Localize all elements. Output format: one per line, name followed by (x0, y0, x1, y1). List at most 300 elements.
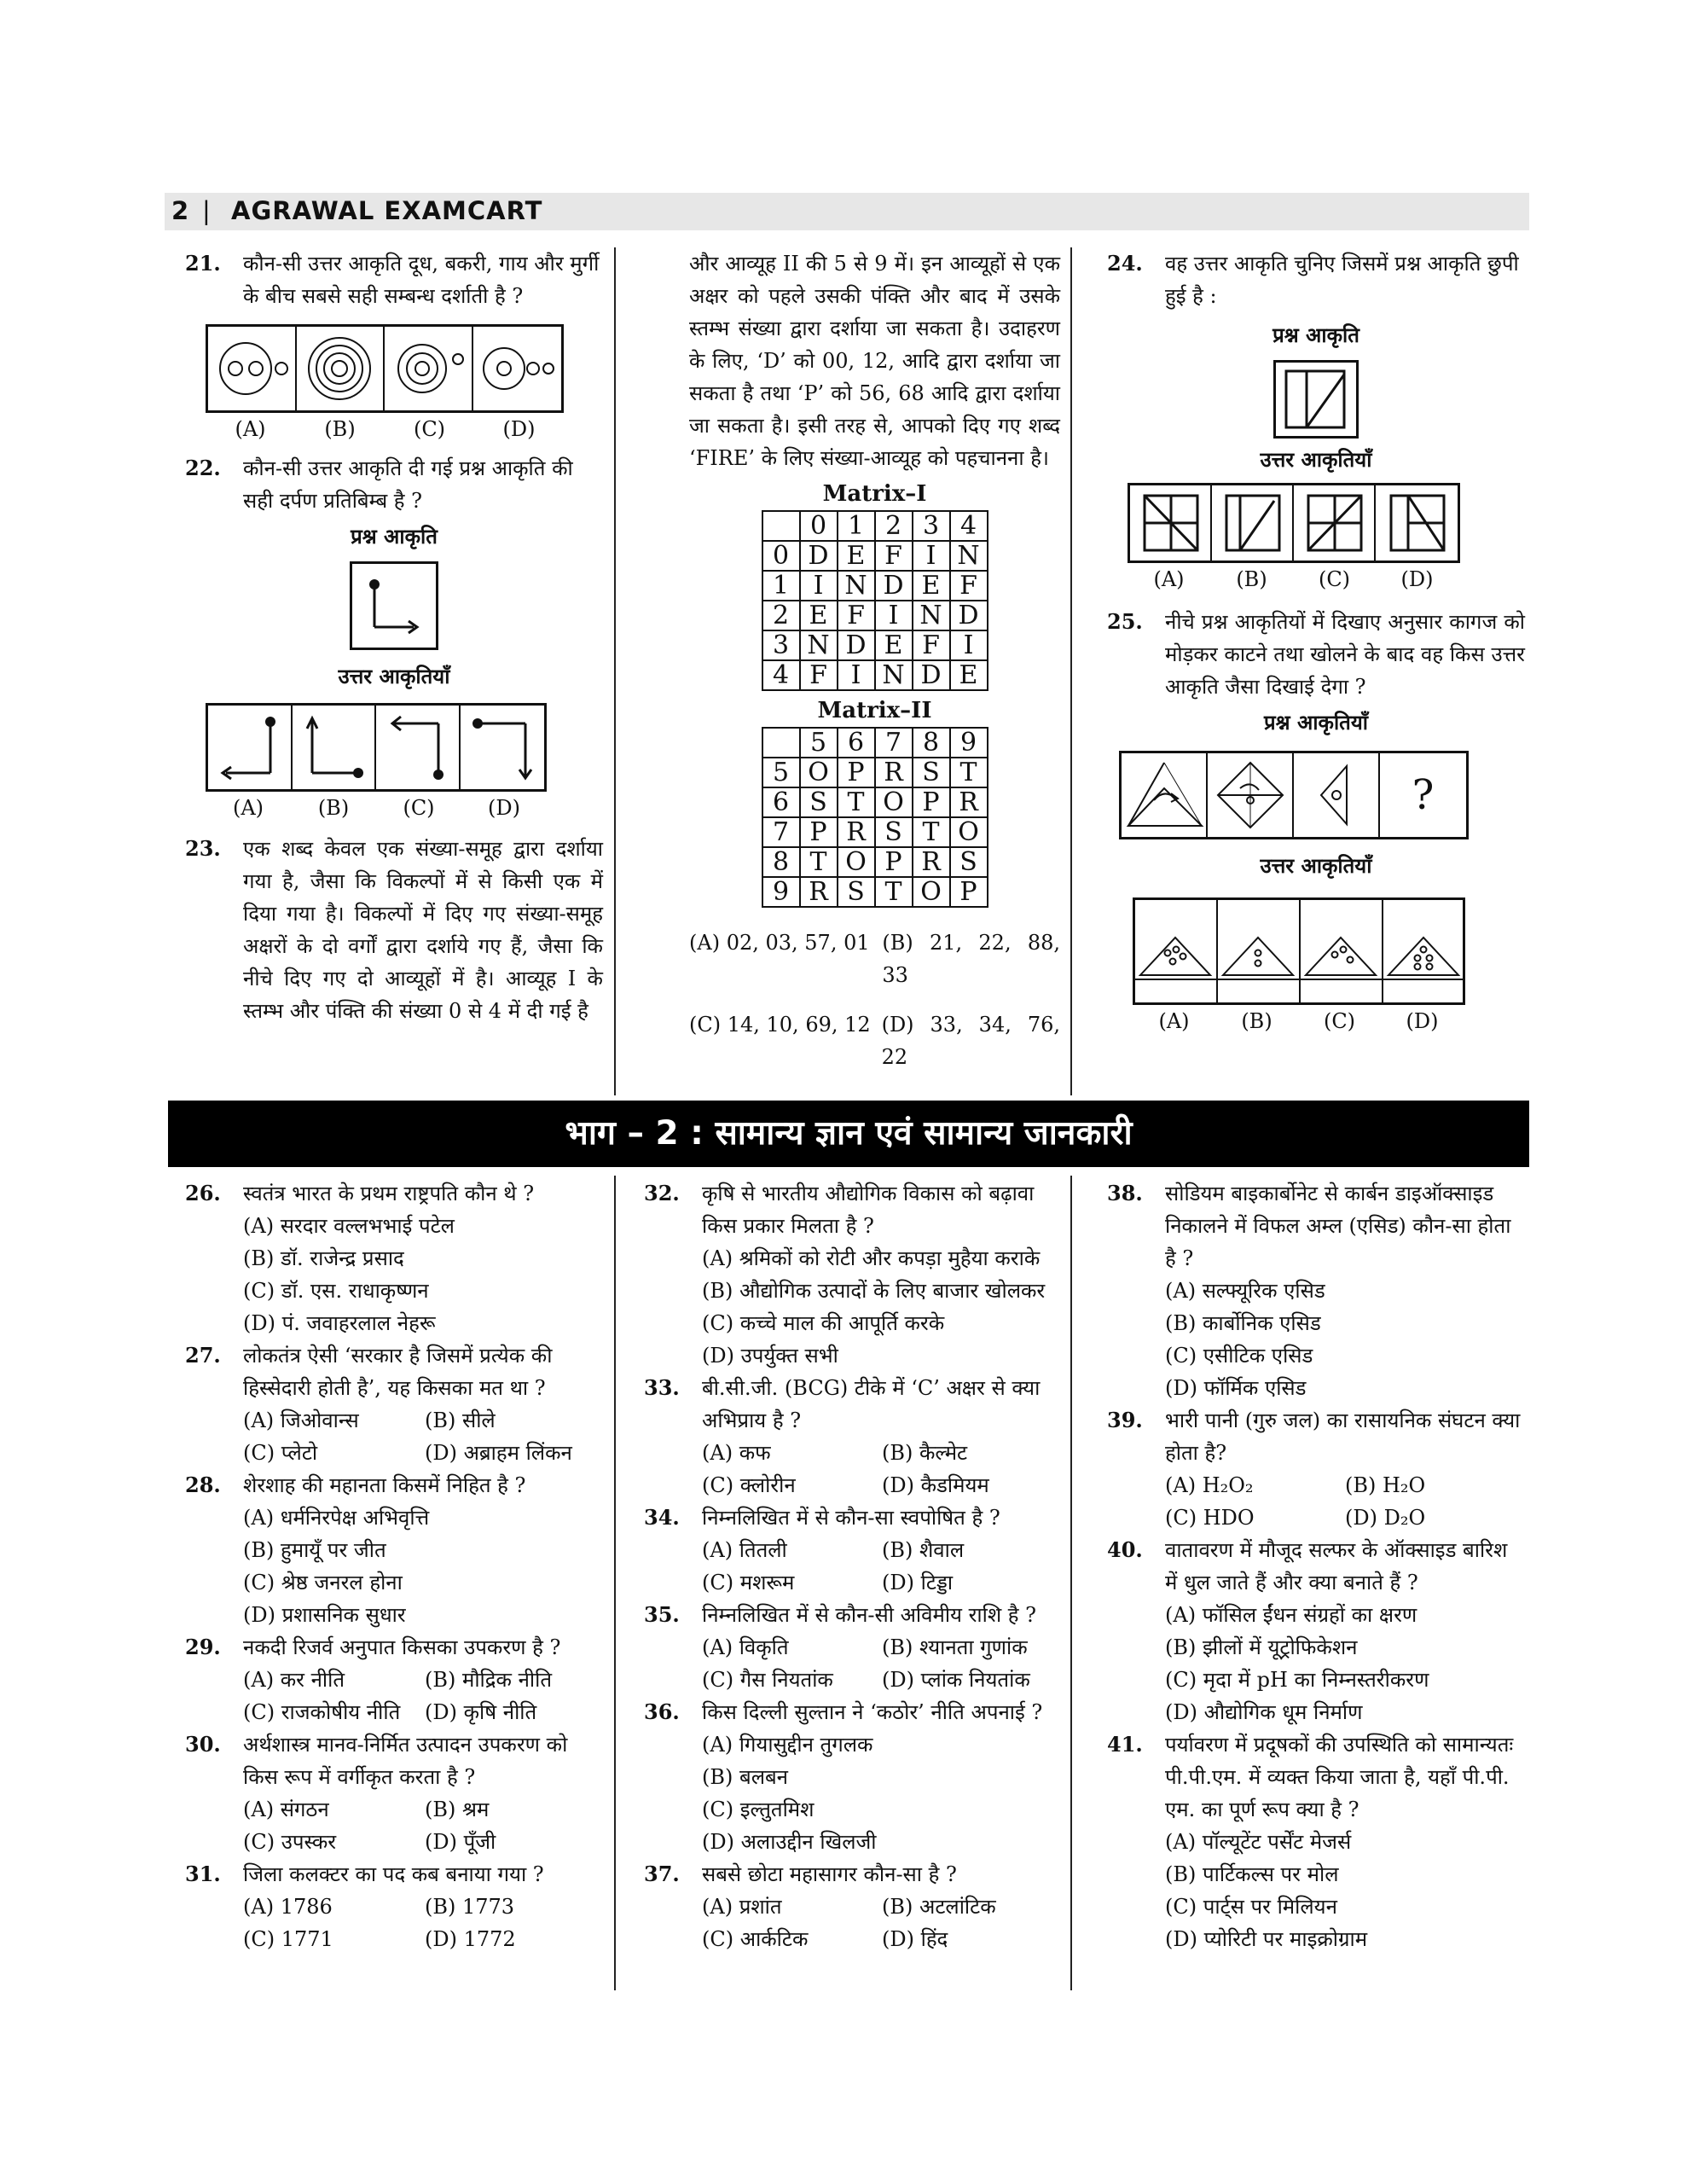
question-22 (185, 452, 603, 517)
question-text: बी.सी.जी. (BCG) टीके में ‘C’ अक्षर से क्या अभिप्राय है ? (702, 1376, 1041, 1432)
option: (D) पूँजी (425, 1830, 496, 1854)
matrix-cell: 2 (875, 511, 913, 541)
option: (C) क्लोरीन (702, 1473, 796, 1497)
question-31 (185, 1858, 606, 1891)
matrix-cell: D (950, 601, 988, 630)
matrix-1-title: Matrix–I (822, 481, 927, 507)
option-d: (D) 33, 34, 76, 22 (881, 1013, 1060, 1069)
matrix-cell: D (838, 630, 875, 660)
matrix-row (762, 758, 988, 787)
question-number: 28. (185, 1472, 221, 1497)
option-row (185, 1437, 606, 1469)
matrix-cell: T (950, 758, 988, 787)
matrix-cell: S (800, 787, 838, 817)
option: (D) D₂O (1345, 1506, 1426, 1530)
question-number: 36. (644, 1699, 680, 1724)
matrix-cell: E (950, 660, 988, 690)
matrix-cell: D (913, 660, 950, 690)
option: (C) पार्ट्स पर मिलियन (1165, 1895, 1337, 1919)
option: (C) उपस्कर (243, 1830, 337, 1854)
matrix-cell: I (913, 541, 950, 571)
option-row (1107, 1469, 1525, 1502)
matrix-cell: D (875, 571, 913, 601)
option: (B) श्यानता गुणांक (882, 1635, 1028, 1659)
part2-column-1 (185, 1177, 606, 1955)
matrix-cell: R (913, 847, 950, 877)
option-row (185, 1891, 606, 1923)
label-c: (C) (1318, 567, 1351, 591)
option-row (185, 1404, 606, 1437)
question-40 (1107, 1534, 1525, 1599)
option: (D) कृषि नीति (425, 1700, 537, 1724)
column-rule (1070, 1176, 1072, 1990)
option: (A) विकृति (702, 1635, 789, 1659)
question-26 (185, 1177, 606, 1210)
answer-figures-caption: उत्तर आकृतियाँ (1260, 853, 1372, 878)
matrix-cell: N (838, 571, 875, 601)
option: (C) मशरूम (702, 1571, 795, 1594)
label-b: (B) (1241, 1009, 1272, 1033)
question-text: सबसे छोटा महासागर कौन-सा है ? (702, 1862, 957, 1886)
question-number: 33. (644, 1375, 680, 1400)
label-d: (D) (502, 417, 536, 441)
page-header (165, 193, 1529, 230)
question-number: 37. (644, 1862, 680, 1886)
answer-figures-caption: उत्तर आकृतियाँ (338, 664, 450, 688)
question-text: सोडियम बाइकार्बोनेट से कार्बन डाइऑक्साइड निकालने में विफल अम्ल (एसिड) कौन-सा होता है ? (1165, 1182, 1511, 1270)
option: (A) धर्मनिरपेक्ष अभिवृत्ति (243, 1506, 430, 1530)
question-text: नकदी रिजर्व अनुपात किसका उपकरण है ? (243, 1635, 561, 1659)
figure-b (1218, 900, 1301, 1002)
figure-a (1135, 900, 1218, 1002)
question-number: 23. (185, 836, 221, 861)
option: (A) 1786 (243, 1895, 333, 1919)
matrix-cell: P (875, 847, 913, 877)
matrix-cell: O (875, 787, 913, 817)
question-25 (1107, 606, 1525, 703)
column-rule (614, 247, 616, 1095)
option: (D) अब्राहम लिंकन (425, 1441, 572, 1465)
question-text: भारी पानी (गुरु जल) का रासायनिक संघटन क्या होता है? (1165, 1409, 1521, 1465)
question-37 (644, 1858, 1062, 1891)
matrix-cell: 8 (762, 847, 800, 877)
question-text: निम्नलिखित में से कौन-सा स्वपोषित है ? (702, 1506, 1000, 1530)
matrix-cell: O (913, 877, 950, 907)
q23-options-row-2 (689, 1008, 1060, 1073)
option: (B) सीले (425, 1409, 496, 1432)
matrix-cell: 1 (838, 511, 875, 541)
q25-labels (1133, 1005, 1465, 1037)
matrix-cell: E (838, 541, 875, 571)
matrix-cell: S (875, 817, 913, 847)
q24-answer-figures (1128, 483, 1460, 563)
matrix-cell (762, 728, 800, 758)
figure-c (376, 706, 461, 789)
matrix-row (762, 571, 988, 601)
q22-labels (206, 792, 547, 824)
matrix-cell: S (838, 877, 875, 907)
part1-column-2 (689, 247, 1060, 1073)
q22-question-figure (350, 561, 438, 650)
column-rule (1070, 247, 1072, 1095)
question-text: शेरशाह की महानता किसमें निहित है ? (243, 1473, 526, 1497)
option: (B) पार्टिकल्स पर मोल (1165, 1862, 1339, 1886)
question-text: कौन-सी उत्तर आकृति दी गई प्रश्न आकृति की सही दर्पण प्रतिबिम्ब है ? (243, 456, 573, 513)
figure-a (208, 327, 297, 410)
question-number: 41. (1107, 1732, 1143, 1757)
question-21 (185, 247, 603, 312)
matrix-cell: F (800, 660, 838, 690)
matrix-cell: 7 (875, 728, 913, 758)
option-row (185, 1793, 606, 1826)
matrix-cell: I (800, 571, 838, 601)
option: (D) फॉर्मिक एसिड (1165, 1376, 1307, 1400)
option-row (644, 1469, 1062, 1502)
matrix-cell: R (950, 787, 988, 817)
matrix-cell: I (875, 601, 913, 630)
question-33 (644, 1372, 1062, 1437)
label-a: (A) (232, 796, 264, 820)
matrix-cell: 5 (800, 728, 838, 758)
question-number: 31. (185, 1862, 221, 1886)
option: (D) हिंद (882, 1927, 948, 1951)
figure-b (297, 327, 386, 410)
matrix-cell: P (838, 758, 875, 787)
label-a: (A) (1153, 567, 1185, 591)
matrix-cell: 7 (762, 817, 800, 847)
option-row (185, 1923, 606, 1955)
matrix-cell (762, 511, 800, 541)
figure-c (1294, 485, 1376, 561)
option: (A) संगठन (243, 1798, 329, 1821)
option: (C) श्रेष्ठ जनरल होना (243, 1571, 403, 1594)
figure-a (208, 706, 293, 789)
option: (B) झीलों में यूट्रोफिकेशन (1165, 1635, 1358, 1659)
header-separator: | (202, 196, 212, 225)
option-row (644, 1566, 1062, 1599)
matrix-cell: P (800, 817, 838, 847)
option: (C) कच्चे माल की आपूर्ति करके (702, 1311, 945, 1335)
figure-c (385, 327, 473, 410)
matrix-cell: I (838, 660, 875, 690)
question-34 (644, 1502, 1062, 1534)
question-23 (185, 833, 603, 1027)
question-30 (185, 1728, 606, 1793)
option: (B) औद्योगिक उत्पादों के लिए बाजार खोलकर (702, 1279, 1046, 1303)
option-row (1107, 1502, 1525, 1534)
q25-question-figures (1119, 751, 1469, 839)
fold-step-1 (1122, 753, 1208, 837)
question-number: 25. (1107, 609, 1143, 634)
option: (C) प्लेटो (243, 1441, 318, 1465)
figure-a (1130, 485, 1212, 561)
question-text: कृषि से भारतीय औद्योगिक विकास को बढ़ावा किस प्रकार मिलता है ? (702, 1182, 1035, 1238)
option: (C) गैस नियतांक (702, 1668, 833, 1692)
brand-name: AGRAWAL EXAMCART (231, 196, 543, 225)
option: (D) प्योरिटी पर माइक्रोग्राम (1165, 1927, 1368, 1951)
matrix-1-table (762, 510, 988, 691)
matrix-cell: 6 (838, 728, 875, 758)
question-number: 22. (185, 456, 221, 480)
option-row (644, 1923, 1062, 1955)
question-text: वातावरण में मौजूद सल्फर के ऑक्साइड बारिश में धुल जाते हैं और क्या बनाते हैं ? (1165, 1538, 1508, 1594)
matrix-row (762, 511, 988, 541)
question-29 (185, 1631, 606, 1664)
figure-d (1376, 485, 1458, 561)
option: (C) इल्तुतमिश (702, 1798, 815, 1821)
question-number: 29. (185, 1635, 221, 1659)
matrix-cell: T (913, 817, 950, 847)
matrix-cell: F (875, 541, 913, 571)
part2-column-3 (1107, 1177, 1525, 1955)
question-number: 40. (1107, 1537, 1143, 1562)
part1-column-3 (1107, 247, 1525, 1037)
figure-d (473, 327, 561, 410)
question-35 (644, 1599, 1062, 1631)
option: (B) डॉ. राजेन्द्र प्रसाद (243, 1246, 404, 1270)
matrix-row (762, 787, 988, 817)
label-d: (D) (488, 796, 520, 820)
figure-b (293, 706, 377, 789)
matrix-cell: N (913, 601, 950, 630)
matrix-cell: S (913, 758, 950, 787)
option: (D) औद्योगिक धूम निर्माण (1165, 1700, 1363, 1724)
question-number: 30. (185, 1732, 221, 1757)
matrix-cell: F (913, 630, 950, 660)
matrix-cell: F (950, 571, 988, 601)
option: (B) हुमायूँ पर जीत (243, 1538, 386, 1562)
matrix-cell: 5 (762, 758, 800, 787)
matrix-cell: 9 (762, 877, 800, 907)
question-number: 21. (185, 251, 221, 276)
question-text: नीचे प्रश्न आकृतियों में दिखाए अनुसार कागज को मोड़कर काटने तथा खोलने के बाद वह किस उत्तर आकृति जैसा दिखाई देगा ? (1165, 610, 1525, 699)
question-38 (1107, 1177, 1525, 1275)
matrix-cell: O (800, 758, 838, 787)
option: (A) H₂O₂ (1165, 1473, 1254, 1497)
matrix-cell: I (950, 630, 988, 660)
label-c: (C) (403, 796, 435, 820)
question-number: 26. (185, 1181, 221, 1205)
question-text: अर्थशास्त्र मानव-निर्मित उत्पादन उपकरण को किस रूप में वर्गीकृत करता है ? (243, 1733, 568, 1789)
question-number: 35. (644, 1602, 680, 1627)
fold-step-3 (1294, 753, 1380, 837)
matrix-cell: 6 (762, 787, 800, 817)
question-number: 24. (1107, 251, 1143, 276)
option-row (644, 1437, 1062, 1469)
matrix-cell: F (838, 601, 875, 630)
matrix-cell: 0 (800, 511, 838, 541)
matrix-row (762, 660, 988, 690)
option: (A) कफ (702, 1441, 771, 1465)
label-b: (B) (1236, 567, 1267, 591)
matrix-cell: N (950, 541, 988, 571)
question-figures-caption: प्रश्न आकृतियाँ (1264, 710, 1368, 735)
matrix-row (762, 847, 988, 877)
matrix-cell: 3 (762, 630, 800, 660)
q24-labels (1128, 563, 1460, 595)
matrix-cell: D (800, 541, 838, 571)
matrix-cell: 2 (762, 601, 800, 630)
matrix-cell: E (875, 630, 913, 660)
question-text: कौन-सी उत्तर आकृति दूध, बकरी, गाय और मुर्गी के बीच सबसे सही सम्बन्ध दर्शाती है ? (243, 252, 600, 308)
question-text: स्वतंत्र भारत के प्रथम राष्ट्रपति कौन थे ? (243, 1182, 535, 1205)
matrix-cell: T (875, 877, 913, 907)
option: (A) सरदार वल्लभभाई पटेल (243, 1214, 455, 1238)
matrix-cell: S (950, 847, 988, 877)
question-27 (185, 1339, 606, 1404)
matrix-2-table (762, 727, 988, 908)
label-b: (B) (324, 417, 356, 441)
question-24 (1107, 247, 1525, 312)
matrix-cell: 0 (762, 541, 800, 571)
option: (B) कार्बोनिक एसिड (1165, 1311, 1321, 1335)
question-number: 27. (185, 1343, 221, 1368)
matrix-row (762, 541, 988, 571)
figure-b (1212, 485, 1294, 561)
question-text: एक शब्द केवल एक संख्या-समूह द्वारा दर्शाया गया है, जैसा कि विकल्पों में से किसी एक में दिया गया है। विकल्पों में दिए गए संख्या-समूह अक्षरों के दो वर्गों द्वारा दर्शाये गए हैं, जैसा कि नीचे दिए गए दो आव्यूहों में है। आव्यूह I के स्तम्भ और पंक्ति की संख्या 0 से 4 में दी गई है (243, 837, 603, 1023)
option: (B) मौद्रिक नीति (425, 1668, 553, 1692)
option: (C) डॉ. एस. राधाकृष्णन (243, 1279, 429, 1303)
label-d: (D) (1406, 1009, 1439, 1033)
option: (B) श्रम (425, 1798, 490, 1821)
matrix-cell: P (913, 787, 950, 817)
matrix-cell: O (950, 817, 988, 847)
matrix-cell: 4 (762, 660, 800, 690)
question-text: पर्यावरण में प्रदूषकों की उपस्थिति को सामान्यतः पी.पी.एम. में व्यक्त किया जाता है, यहाँ पी.पी. एम. का पूर्ण रूप क्या है ? (1165, 1733, 1514, 1821)
option: (D) उपर्युक्त सभी (702, 1344, 838, 1368)
matrix-row (762, 630, 988, 660)
matrix-cell: T (800, 847, 838, 877)
option-row (644, 1891, 1062, 1923)
option-b: (B) 21, 22, 88, 33 (882, 931, 1060, 987)
q22-answer-figures (206, 703, 547, 792)
question-number: 32. (644, 1181, 680, 1205)
question-text: वह उत्तर आकृति चुनिए जिसमें प्रश्न आकृति छुपी हुई है : (1165, 252, 1519, 308)
matrix-cell: P (950, 877, 988, 907)
q24-question-figure (1273, 360, 1359, 439)
option: (D) प्रशासनिक सुधार (243, 1603, 406, 1627)
matrix-cell: 1 (762, 571, 800, 601)
option: (C) मृदा में pH का निम्नस्तरीकरण (1165, 1668, 1429, 1692)
label-b: (B) (317, 796, 350, 820)
option: (B) अटलांटिक (882, 1895, 996, 1919)
option-row (644, 1534, 1062, 1566)
option: (A) प्रशांत (702, 1895, 782, 1919)
part2-column-2 (644, 1177, 1062, 1955)
matrix-cell: 4 (950, 511, 988, 541)
matrix-row (762, 877, 988, 907)
question-number: 39. (1107, 1408, 1143, 1432)
answer-figures-caption: उत्तर आकृतियाँ (1260, 447, 1372, 472)
label-a: (A) (1158, 1009, 1190, 1033)
option: (C) HDO (1165, 1506, 1255, 1530)
matrix-cell: 3 (913, 511, 950, 541)
matrix-cell: O (838, 847, 875, 877)
option-c: (C) 14, 10, 69, 12 (689, 1013, 871, 1037)
option: (D) प्लांक नियतांक (882, 1668, 1030, 1692)
option: (A) श्रमिकों को रोटी और कपड़ा मुहैया कराके (702, 1246, 1041, 1270)
section-title: भाग – 2 : सामान्य ज्ञान एवं सामान्य जानकारी (168, 1101, 1529, 1167)
option-row (185, 1664, 606, 1696)
question-41 (1107, 1728, 1525, 1826)
label-a: (A) (235, 417, 266, 441)
figure-d (461, 706, 544, 789)
option: (D) अलाउद्दीन खिलजी (702, 1830, 877, 1854)
matrix-cell: 9 (950, 728, 988, 758)
option: (D) पं. जवाहरलाल नेहरू (243, 1311, 436, 1335)
label-d: (D) (1400, 567, 1434, 591)
label-c: (C) (413, 417, 446, 441)
q25-answer-figures (1133, 897, 1465, 1005)
matrix-cell: N (800, 630, 838, 660)
figure-d (1383, 900, 1464, 1002)
option: (D) 1772 (425, 1927, 516, 1951)
option: (A) फॉसिल ईंधन संग्रहों का क्षरण (1165, 1603, 1417, 1627)
matrix-cell: E (800, 601, 838, 630)
option: (A) जिओवान्स (243, 1409, 359, 1432)
question-number: 34. (644, 1505, 680, 1530)
matrix-cell: 8 (913, 728, 950, 758)
option: (B) बलबन (702, 1765, 788, 1789)
figure-c (1301, 900, 1383, 1002)
q21-labels (206, 413, 564, 445)
question-32 (644, 1177, 1062, 1242)
matrix-cell: R (800, 877, 838, 907)
option: (B) H₂O (1345, 1473, 1426, 1497)
option: (B) कैल्मेट (882, 1441, 968, 1465)
question-figure-caption: प्रश्न आकृति (1272, 322, 1359, 347)
matrix-cell: T (838, 787, 875, 817)
option-a: (A) 02, 03, 57, 01 (689, 931, 870, 955)
option: (C) एसीटिक एसिड (1165, 1344, 1313, 1368)
matrix-cell: E (913, 571, 950, 601)
question-text: जिला कलक्टर का पद कब बनाया गया ? (243, 1862, 544, 1886)
matrix-cell: R (875, 758, 913, 787)
option-row (185, 1826, 606, 1858)
fold-step-unknown: ? (1412, 771, 1435, 819)
question-39 (1107, 1404, 1525, 1469)
q23-options-row-1 (689, 926, 1060, 991)
label-c: (C) (1323, 1009, 1356, 1033)
matrix-2-title: Matrix–II (817, 698, 932, 723)
fold-step-2 (1208, 753, 1294, 837)
matrix-cell: R (838, 817, 875, 847)
question-28 (185, 1469, 606, 1502)
page-number: 2 (171, 196, 190, 225)
option: (B) 1773 (425, 1895, 515, 1919)
option: (A) सल्फ्यूरिक एसिड (1165, 1279, 1325, 1303)
option: (C) 1771 (243, 1927, 333, 1951)
option: (D) कैडमियम (882, 1473, 989, 1497)
q21-answer-figures (206, 324, 564, 413)
question-text: लोकतंत्र ऐसी ‘सरकार है जिसमें प्रत्येक की हिस्सेदारी होती है’, यह किसका मत था ? (243, 1344, 553, 1400)
option-row (185, 1696, 606, 1728)
part1-column-1 (185, 247, 603, 1027)
question-text: किस दिल्ली सुल्तान ने ‘कठोर’ नीति अपनाई ? (702, 1700, 1043, 1724)
option: (D) टिड्डा (882, 1571, 954, 1594)
option: (A) गियासुद्दीन तुगलक (702, 1733, 873, 1757)
option: (C) आर्कटिक (702, 1927, 809, 1951)
question-figure-caption: प्रश्न आकृति (351, 524, 438, 549)
option: (A) कर नीति (243, 1668, 345, 1692)
question-text: निम्नलिखित में से कौन-सी अविमीय राशि है ? (702, 1603, 1037, 1627)
matrix-cell: N (875, 660, 913, 690)
option: (A) तितली (702, 1538, 787, 1562)
column-rule (614, 1176, 616, 1990)
option: (C) राजकोषीय नीति (243, 1700, 401, 1724)
question-23-continuation: और आव्यूह II की 5 से 9 में। इन आव्यूहों से एक अक्षर को पहले उसकी पंक्ति और बाद में उसके स्तम्भ संख्या द्वारा दर्शाया जा सकता है। उदाहरण के लिए, ‘D’ को 00, 12, आदि द्वारा दर्शाया जा सकता है तथा ‘P’ को 56, 68 आदि द्वारा दर्शाया जा सकता है। इसी तरह से, आपको दिए गए शब्द ‘FIRE’ के लिए संख्या-आव्यूह को पहचानना है। (689, 252, 1060, 470)
matrix-row (762, 601, 988, 630)
